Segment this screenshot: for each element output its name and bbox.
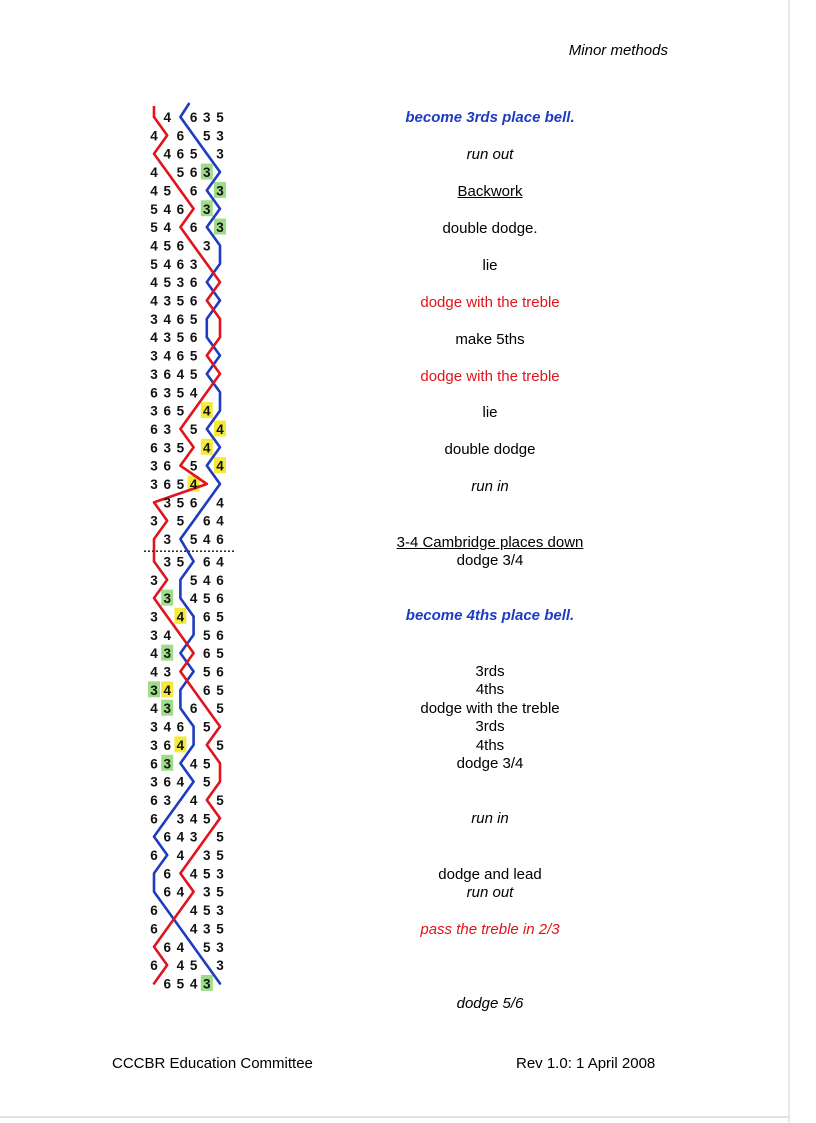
grid-digit-r6-p3: 6 xyxy=(176,201,185,217)
grid-digit-r5-p4: 6 xyxy=(189,183,198,199)
grid-digit-r45-p6: 5 xyxy=(216,921,224,937)
grid-digit-r48-p2: 6 xyxy=(163,976,171,992)
grid-digit-r29-p1: 3 xyxy=(150,627,158,643)
grid-digit-r22-p4: 6 xyxy=(189,495,198,511)
grid-digit-r44-p4: 4 xyxy=(189,903,198,919)
grid-digit-r46-p6: 3 xyxy=(216,939,224,955)
grid-digit-r37-p1: 3 xyxy=(150,774,158,790)
grid-digit-r18-p1: 6 xyxy=(150,421,158,437)
note-run-out-2: run out xyxy=(466,884,514,901)
grid-digit-r3-p4: 5 xyxy=(189,146,198,162)
grid-digit-r28-p3: 4 xyxy=(176,609,185,625)
grid-digit-r47-p3: 4 xyxy=(176,958,185,974)
grid-digit-r19-p2: 3 xyxy=(163,440,171,456)
grid-digit-r4-p5: 3 xyxy=(203,165,211,181)
note-dodge-5-6: dodge 5/6 xyxy=(456,995,524,1012)
grid-digit-r42-p4: 4 xyxy=(189,866,198,882)
grid-digit-r43-p6: 5 xyxy=(216,884,224,900)
grid-digit-r20-p4: 5 xyxy=(189,458,198,474)
grid-digit-r37-p5: 5 xyxy=(203,774,211,790)
grid-digit-r28-p5: 6 xyxy=(203,609,211,625)
grid-digit-r3-p6: 3 xyxy=(216,146,224,162)
grid-digit-r41-p3: 4 xyxy=(176,848,185,863)
grid-digit-r39-p1: 6 xyxy=(150,811,158,827)
grid-digit-r26-p1: 3 xyxy=(150,572,158,588)
note-double-dodge-2: double dodge xyxy=(444,441,536,458)
grid-digit-r36-p1: 6 xyxy=(150,756,158,772)
note-pass-treble-2-3: pass the treble in 2/3 xyxy=(420,921,560,938)
grid-digit-r7-p6: 3 xyxy=(216,220,224,236)
grid-digit-r10-p1: 4 xyxy=(150,275,158,291)
note-run-in-1: run in xyxy=(471,478,509,495)
grid-digit-r20-p2: 6 xyxy=(163,458,171,474)
grid-digit-r8-p3: 6 xyxy=(176,238,185,254)
grid-digit-r36-p5: 5 xyxy=(203,756,211,772)
note-dodge-3-4-1: dodge 3/4 xyxy=(456,552,524,569)
grid-digit-r47-p6: 3 xyxy=(216,958,224,974)
grid-digit-r31-p2: 3 xyxy=(163,664,171,680)
grid-digit-r26-p6: 6 xyxy=(216,572,224,588)
grid-digit-r28-p6: 5 xyxy=(216,609,224,625)
grid-digit-r34-p1: 3 xyxy=(150,719,158,735)
grid-digit-r47-p1: 6 xyxy=(150,958,158,974)
grid-digit-r9-p1: 5 xyxy=(150,256,158,272)
grid-digit-r6-p5: 3 xyxy=(203,201,211,217)
grid-digit-r6-p2: 4 xyxy=(163,201,171,217)
grid-digit-r20-p1: 3 xyxy=(150,458,158,474)
grid-digit-r35-p6: 5 xyxy=(216,737,224,753)
grid-digit-r41-p5: 3 xyxy=(203,848,211,863)
grid-digit-r40-p2: 6 xyxy=(163,829,171,845)
grid-digit-r39-p3: 3 xyxy=(176,811,185,827)
scan-page-edge-bottom xyxy=(0,1116,790,1118)
grid-digit-r42-p5: 5 xyxy=(203,866,211,882)
grid-digit-r1-p5: 3 xyxy=(203,110,211,125)
grid-digit-r18-p4: 5 xyxy=(189,421,198,437)
grid-digit-r33-p4: 6 xyxy=(189,701,198,717)
grid-digit-r7-p2: 4 xyxy=(163,220,171,236)
grid-digit-r12-p3: 6 xyxy=(176,311,185,327)
note-double-dodge-1: double dodge. xyxy=(442,220,538,237)
grid-digit-r4-p1: 4 xyxy=(150,165,158,181)
grid-digit-r9-p4: 3 xyxy=(189,256,198,272)
grid-digit-r23-p5: 6 xyxy=(203,513,211,529)
grid-digit-r32-p6: 5 xyxy=(216,682,224,698)
grid-digit-r13-p4: 6 xyxy=(189,330,198,346)
grid-digit-r29-p6: 6 xyxy=(216,627,224,643)
grid-digit-r14-p4: 5 xyxy=(189,348,198,364)
grid-digit-r20-p6: 4 xyxy=(216,458,224,474)
footer-organization: CCCBR Education Committee xyxy=(112,1055,313,1072)
grid-digit-r43-p5: 3 xyxy=(203,884,211,900)
grid-digit-r5-p1: 4 xyxy=(150,183,158,199)
grid-digit-r46-p3: 4 xyxy=(176,939,185,955)
grid-digit-r10-p2: 5 xyxy=(163,275,171,291)
note-dodge-and-lead: dodge and lead xyxy=(438,866,542,883)
grid-digit-r7-p1: 5 xyxy=(150,220,158,236)
grid-digit-r2-p6: 3 xyxy=(216,128,224,144)
grid-digit-r35-p3: 4 xyxy=(176,737,185,753)
note-dodge-3-4-2: dodge 3/4 xyxy=(456,755,524,772)
grid-digit-r38-p6: 5 xyxy=(216,792,224,808)
page-header-title: Minor methods xyxy=(568,42,668,59)
note-3rds-2: 3rds xyxy=(475,718,505,735)
grid-digit-r24-p4: 5 xyxy=(189,532,198,548)
note-become-3rds-place-bell: become 3rds place bell. xyxy=(405,109,575,126)
grid-digit-r3-p3: 6 xyxy=(176,146,185,162)
grid-digit-r25-p2: 3 xyxy=(163,554,171,570)
grid-digit-r15-p1: 3 xyxy=(150,366,158,382)
grid-digit-r19-p3: 5 xyxy=(176,440,185,456)
grid-digit-r17-p1: 3 xyxy=(150,403,158,419)
grid-digit-r44-p1: 6 xyxy=(150,903,158,919)
grid-digit-r27-p2: 3 xyxy=(163,591,171,607)
grid-digit-r8-p5: 3 xyxy=(203,238,211,254)
grid-digit-r9-p3: 6 xyxy=(176,256,185,272)
grid-digit-r41-p6: 5 xyxy=(216,848,224,863)
grid-digit-r45-p5: 3 xyxy=(203,921,211,937)
grid-digit-r19-p5: 4 xyxy=(203,440,211,456)
grid-digit-r27-p5: 5 xyxy=(203,591,211,607)
grid-digit-r42-p2: 6 xyxy=(163,866,171,882)
grid-digit-r15-p4: 5 xyxy=(189,366,198,382)
grid-digit-r46-p2: 6 xyxy=(163,939,171,955)
grid-digit-r8-p2: 5 xyxy=(163,238,171,254)
grid-digit-r33-p2: 3 xyxy=(163,701,171,717)
grid-digit-r11-p1: 4 xyxy=(150,293,158,309)
note-dodge-with-treble-1: dodge with the treble xyxy=(420,294,560,311)
grid-digit-r29-p2: 4 xyxy=(163,627,171,643)
grid-digit-r30-p1: 4 xyxy=(150,646,158,662)
grid-digit-r39-p5: 5 xyxy=(203,811,211,827)
grid-digit-r46-p5: 5 xyxy=(203,939,211,955)
grid-digit-r38-p1: 6 xyxy=(150,792,158,808)
grid-digit-r48-p5: 3 xyxy=(203,976,211,992)
grid-digit-r35-p1: 3 xyxy=(150,737,158,753)
grid-digit-r35-p2: 6 xyxy=(163,737,171,753)
grid-digit-r17-p3: 5 xyxy=(176,403,185,419)
grid-digit-r12-p4: 5 xyxy=(189,311,198,327)
grid-digit-r32-p5: 6 xyxy=(203,682,211,698)
grid-digit-r10-p3: 3 xyxy=(176,275,185,291)
grid-digit-r40-p3: 4 xyxy=(176,829,185,845)
grid-digit-r30-p2: 3 xyxy=(163,646,171,662)
grid-digit-r39-p4: 4 xyxy=(189,811,198,827)
grid-digit-r11-p3: 5 xyxy=(176,293,185,309)
grid-digit-r27-p6: 6 xyxy=(216,591,224,607)
grid-digit-r21-p1: 3 xyxy=(150,477,158,492)
note-cambridge-places-heading: 3-4 Cambridge places down xyxy=(396,534,584,551)
grid-digit-r25-p6: 4 xyxy=(216,554,224,570)
grid-digit-r6-p1: 5 xyxy=(150,201,158,217)
note-run-out: run out xyxy=(466,146,514,163)
grid-digit-r36-p4: 4 xyxy=(189,756,198,772)
grid-digit-r16-p1: 6 xyxy=(150,385,158,401)
grid-digit-r40-p4: 3 xyxy=(189,829,198,845)
grid-digit-r43-p2: 6 xyxy=(163,884,171,900)
grid-digit-r36-p2: 3 xyxy=(163,756,171,772)
grid-digit-r29-p5: 5 xyxy=(203,627,211,643)
grid-digit-r34-p3: 6 xyxy=(176,719,185,735)
note-3rds-1: 3rds xyxy=(475,663,505,680)
grid-digit-r45-p4: 4 xyxy=(189,921,198,937)
grid-digit-r37-p3: 4 xyxy=(176,774,185,790)
grid-digit-r11-p2: 3 xyxy=(163,293,171,309)
scan-page-edge-right xyxy=(788,0,790,1123)
grid-digit-r13-p2: 3 xyxy=(163,330,171,346)
grid-digit-r28-p1: 3 xyxy=(150,609,158,625)
grid-digit-r25-p5: 6 xyxy=(203,554,211,570)
note-backwork-heading: Backwork xyxy=(457,183,523,200)
grid-digit-r18-p6: 4 xyxy=(216,421,224,437)
grid-digit-r23-p1: 3 xyxy=(150,513,158,529)
note-make-5ths: make 5ths xyxy=(455,331,525,348)
grid-digit-r38-p2: 3 xyxy=(163,792,171,808)
grid-digit-r9-p2: 4 xyxy=(163,256,171,272)
grid-digit-r44-p6: 3 xyxy=(216,903,224,919)
grid-digit-r5-p6: 3 xyxy=(216,183,224,199)
note-dodge-with-treble-2: dodge with the treble xyxy=(420,368,560,385)
grid-digit-r24-p2: 3 xyxy=(163,532,171,548)
grid-digit-r24-p6: 6 xyxy=(216,532,224,548)
grid-digit-r15-p2: 6 xyxy=(163,366,171,382)
grid-digit-r16-p3: 5 xyxy=(176,385,185,401)
grid-digit-r7-p4: 6 xyxy=(189,220,198,236)
note-4ths-1: 4ths xyxy=(475,681,505,698)
grid-digit-r48-p3: 5 xyxy=(176,976,185,992)
footer-revision: Rev 1.0: 1 April 2008 xyxy=(516,1055,656,1072)
grid-digit-r4-p4: 6 xyxy=(189,165,198,181)
grid-digit-r43-p3: 4 xyxy=(176,884,185,900)
note-run-in-2: run in xyxy=(471,810,509,827)
grid-digit-r31-p5: 5 xyxy=(203,664,211,680)
grid-digit-r42-p6: 3 xyxy=(216,866,224,882)
grid-digit-r25-p3: 5 xyxy=(176,554,185,570)
note-become-4ths-place-bell: become 4ths place bell. xyxy=(405,607,575,624)
grid-digit-r45-p1: 6 xyxy=(150,921,158,937)
grid-digit-r17-p2: 6 xyxy=(163,403,171,419)
grid-digit-r27-p4: 4 xyxy=(189,591,198,607)
grid-digit-r2-p5: 5 xyxy=(203,128,211,144)
grid-digit-r18-p2: 3 xyxy=(163,421,171,437)
grid-digit-r2-p3: 6 xyxy=(176,128,185,144)
grid-digit-r10-p4: 6 xyxy=(189,275,198,291)
blue-line-tail xyxy=(180,103,189,117)
grid-digit-r44-p5: 5 xyxy=(203,903,211,919)
grid-digit-r22-p6: 4 xyxy=(216,495,224,511)
note-lie-1: lie xyxy=(482,257,498,274)
grid-digit-r19-p1: 6 xyxy=(150,440,158,456)
grid-digit-r22-p2: 3 xyxy=(163,495,171,511)
grid-digit-r1-p4: 6 xyxy=(189,110,198,125)
grid-digit-r33-p6: 5 xyxy=(216,701,224,717)
grid-digit-r38-p4: 4 xyxy=(189,792,198,808)
grid-digit-r23-p3: 5 xyxy=(176,513,185,529)
grid-digit-r13-p1: 4 xyxy=(150,330,158,346)
grid-digit-r41-p1: 6 xyxy=(150,848,158,863)
grid-digit-r11-p4: 6 xyxy=(189,293,198,309)
method-grid xyxy=(140,106,250,1018)
grid-digit-r14-p1: 3 xyxy=(150,348,158,364)
grid-digit-r30-p6: 5 xyxy=(216,646,224,662)
grid-digit-r21-p4: 4 xyxy=(189,477,198,492)
grid-digit-r26-p4: 5 xyxy=(189,572,198,588)
note-dodge-with-treble-3: dodge with the treble xyxy=(420,700,560,717)
grid-digit-r26-p5: 4 xyxy=(203,572,211,588)
grid-digit-r47-p4: 5 xyxy=(189,958,198,974)
grid-digit-r48-p4: 4 xyxy=(189,976,198,992)
grid-digit-r22-p3: 5 xyxy=(176,495,185,511)
note-4ths-2: 4ths xyxy=(475,737,505,754)
grid-digit-r34-p5: 5 xyxy=(203,719,211,735)
grid-digit-r8-p1: 4 xyxy=(150,238,158,254)
grid-digit-r13-p3: 5 xyxy=(176,330,185,346)
grid-digit-r37-p2: 6 xyxy=(163,774,171,790)
grid-digit-r21-p3: 5 xyxy=(176,477,185,492)
grid-digit-r34-p2: 4 xyxy=(163,719,171,735)
grid-digit-r24-p5: 4 xyxy=(203,532,211,548)
grid-digit-r1-p2: 4 xyxy=(163,110,171,125)
grid-digit-r31-p6: 6 xyxy=(216,664,224,680)
grid-digit-r14-p3: 6 xyxy=(176,348,185,364)
grid-digit-r31-p1: 4 xyxy=(150,664,158,680)
grid-digit-r12-p2: 4 xyxy=(163,311,171,327)
grid-digit-r2-p1: 4 xyxy=(150,128,158,144)
method-grid-svg xyxy=(140,106,250,1018)
grid-digit-r30-p5: 6 xyxy=(203,646,211,662)
note-lie-2: lie xyxy=(482,404,498,421)
grid-digit-r17-p5: 4 xyxy=(203,403,211,419)
grid-digit-r15-p3: 4 xyxy=(176,366,185,382)
grid-digit-r33-p1: 4 xyxy=(150,701,158,717)
grid-digit-r16-p4: 4 xyxy=(189,385,198,401)
grid-digit-r3-p2: 4 xyxy=(163,146,171,162)
grid-digit-r14-p2: 4 xyxy=(163,348,171,364)
grid-digit-r40-p6: 5 xyxy=(216,829,224,845)
grid-digit-r12-p1: 3 xyxy=(150,311,158,327)
grid-digit-r23-p6: 4 xyxy=(216,513,224,529)
grid-digit-r5-p2: 5 xyxy=(163,183,171,199)
grid-digit-r1-p6: 5 xyxy=(216,110,224,125)
grid-digit-r16-p2: 3 xyxy=(163,385,171,401)
grid-digit-r21-p2: 6 xyxy=(163,477,171,492)
grid-digit-r4-p3: 5 xyxy=(176,165,185,181)
grid-digit-r32-p1: 3 xyxy=(150,682,158,698)
grid-digit-r32-p2: 4 xyxy=(163,682,171,698)
